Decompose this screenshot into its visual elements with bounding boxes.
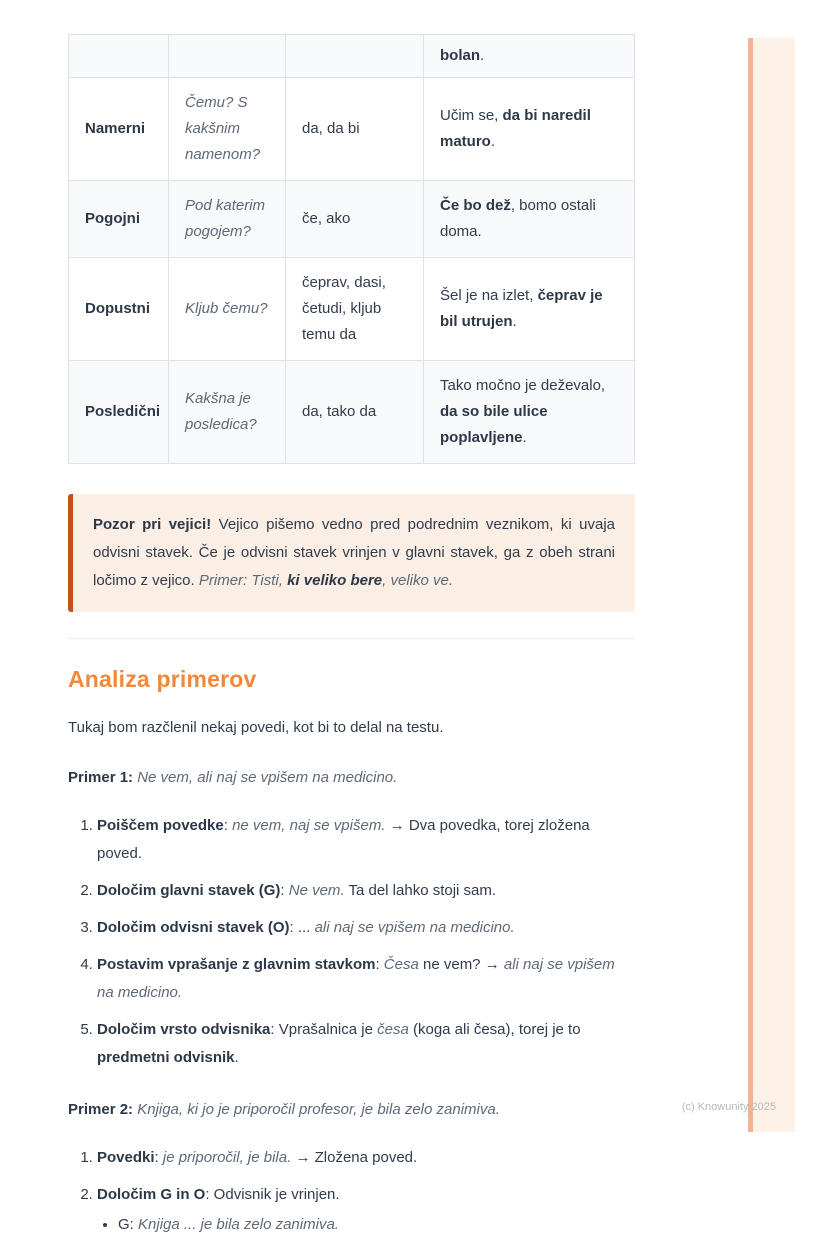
table-cell	[69, 35, 169, 78]
list-item: 5. Določim vrsto odvisnika: Vprašalnica je česa (koga ali česa), torej je to predmetni odvisnik.	[97, 1016, 635, 1072]
list-item: 4. Postavim vprašanje z glavnim stavkom: Česa ne vem? → ali naj se vpišem na medicino.	[97, 951, 635, 1007]
page-edge-stripe	[748, 38, 795, 1132]
table-cell: čeprav, dasi, četudi, kljub temu da	[286, 258, 424, 361]
table-row	[69, 258, 635, 361]
table-cell: Posledični	[69, 361, 169, 464]
section-intro: Tukaj bom razčlenil nekaj povedi, kot bi to delal na testu.	[68, 719, 444, 736]
table-cell: Pod katerim pogojem?	[169, 181, 286, 258]
list-item: • G: Knjiga ... je bila zelo zanimiva.	[118, 1211, 635, 1239]
list-item: 1. Poiščem povedke: ne vem, naj se vpišem. → Dva povedka, torej zložena poved.	[97, 812, 635, 868]
primer1-label: Primer 1: Ne vem, ali naj se vpišem na medicino.	[68, 769, 398, 786]
table-row	[69, 361, 635, 464]
list-item: 2. Določim glavni stavek (G): Ne vem. Ta del lahko stoji sam.	[97, 877, 635, 905]
table-cell: Dopustni	[69, 258, 169, 361]
table-cell	[169, 35, 286, 78]
section-heading: Analiza primerov	[68, 666, 257, 692]
table-cell: Namerni	[69, 78, 169, 181]
table-cell: Če bo dež, bomo ostali doma.	[424, 181, 635, 258]
table-cell: Šel je na izlet, čeprav je bil utrujen.	[424, 258, 635, 361]
table-cell: Kakšna je posledica?	[169, 361, 286, 464]
table-row	[69, 78, 635, 181]
list-item: 1. Povedki: je priporočil, je bila. → Zložena poved.	[97, 1144, 635, 1172]
table-cell: bolan.	[424, 35, 635, 78]
page-content	[68, 34, 635, 1248]
table-row	[69, 35, 635, 78]
list-item-text: Določim G in O: Odvisnik je vrinjen.	[97, 1186, 340, 1203]
primer2-steps	[68, 1144, 635, 1239]
copyright-notice: (c) Knowunity 2025	[681, 1101, 776, 1113]
primer1-steps	[68, 812, 635, 1072]
table-cell: Učim se, da bi naredil maturo.	[424, 78, 635, 181]
list-item	[97, 1181, 635, 1239]
table-cell: če, ako	[286, 181, 424, 258]
table-cell: Tako močno je deževalo, da so bile ulice poplavljene.	[424, 361, 635, 464]
table-cell	[286, 35, 424, 78]
table-row	[69, 181, 635, 258]
callout-text: Pozor pri vejici! Vejico pišemo vedno pred podrednim veznikom, ki uvaja odvisni stavek. Če je odvisni stavek vrinjen v glavni stavek, ga z obeh strani ločimo z vejico. Primer: Tisti, ki veliko bere, veliko ve.	[93, 516, 615, 589]
warning-callout	[68, 494, 635, 612]
primer2-label: Primer 2: Knjiga, ki jo je priporočil profesor, je bila zelo zanimiva.	[68, 1101, 500, 1118]
table-cell: Pogojni	[69, 181, 169, 258]
table-cell: da, da bi	[286, 78, 424, 181]
section-divider	[68, 638, 635, 639]
odvisniki-table	[68, 34, 635, 464]
table-cell: Kljub čemu?	[169, 258, 286, 361]
primer2-sub-list	[97, 1211, 635, 1239]
list-item: 3. Določim odvisni stavek (O): ... ali naj se vpišem na medicino.	[97, 914, 635, 942]
table-cell: da, tako da	[286, 361, 424, 464]
table-cell: Čemu? S kakšnim namenom?	[169, 78, 286, 181]
